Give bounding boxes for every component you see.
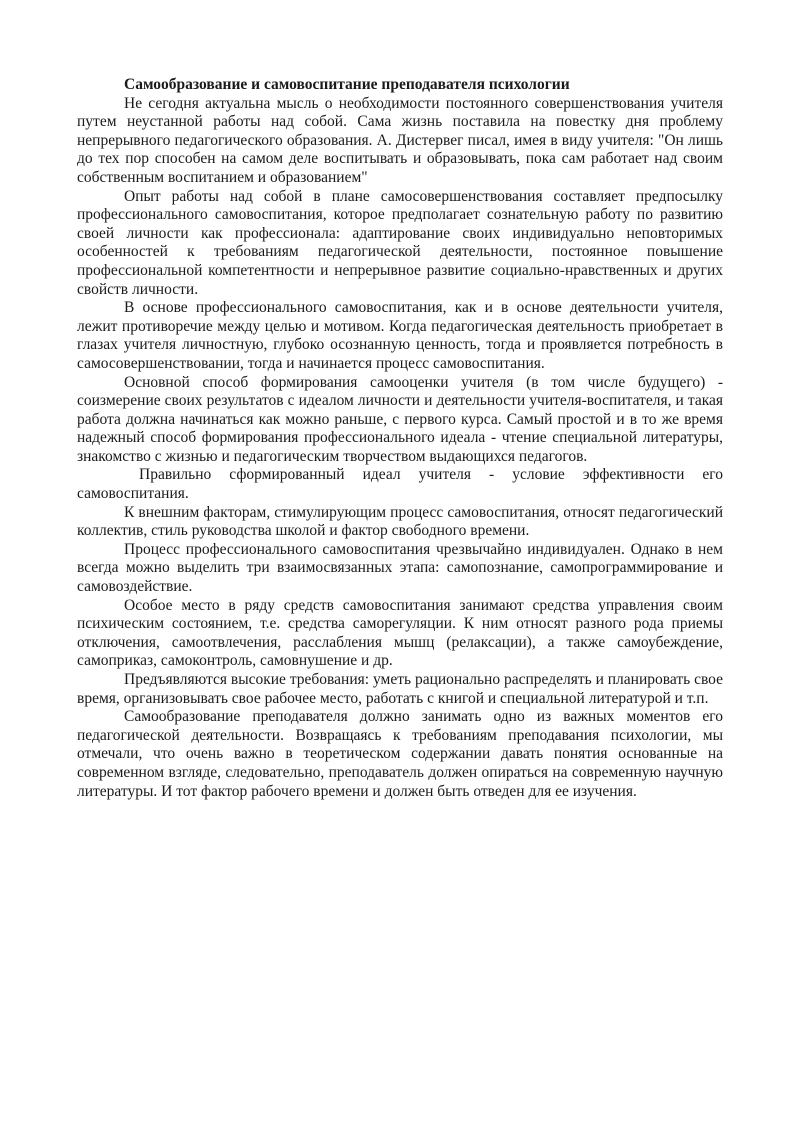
- paragraph-10: Самообразование преподавателя должно занимать одно из важных моментов его педагогической деятельности. Возвращаясь к требованиям преподавания психологии, мы отмечали, что очень важно в теоретическом содержании давать понятия основанные на современном взгляде, следовательно, преподаватель должен опираться на современную научную литературы. И тот фактор рабочего времени и должен быть отведен для ее изучения.: [77, 708, 723, 800]
- paragraph-2: Опыт работы над собой в плане самосовершенствования составляет предпосылку профессионального самовоспитания, которое предполагает сознательную работу по развитию своей личности как профессионала: адаптирование своих индивидуально неповторимых особенностей к требованиям педагогической деятельности, постоянное повышение профессиональной компетентности и непрерывное развитие социально-нравственных и других свойств личности.: [77, 187, 723, 298]
- document-page: [77, 76, 723, 801]
- paragraph-4: Основной способ формирования самооценки учителя (в том числе будущего) - соизмерение своих результатов с идеалом личности и деятельности учителя-воспитателя, и такая работа должна начинаться как можно раньше, с первого курса. Самый простой и в то же время надежный способ формирования профессионального идеала - чтение специальной литературы, знакомство с жизнью и педагогическим творчеством выдающихся педагогов.: [77, 373, 723, 465]
- paragraph-9: Предъявляются высокие требования: уметь рационально распределять и планировать свое время, организовывать свое рабочее место, работать с книгой и специальной литературой и т.п.: [77, 671, 723, 707]
- paragraph-5: Правильно сформированный идеал учителя - условие эффективности его самовоспитания.: [77, 466, 723, 503]
- paragraph-3: В основе профессионального самовоспитания, как и в основе деятельности учителя, лежит противоречие между целью и мотивом. Когда педагогическая деятельность приобретает в глазах учителя личностную, глубоко осознанную ценность, тогда и проявляется потребность в самосовершенствовании, тогда и начинается процесс самовоспитания.: [77, 299, 723, 372]
- paragraph-6: К внешним факторам, стимулирующим процесс самовоспитания, относят педагогический коллектив, стиль руководства школой и фактор свободного времени.: [77, 503, 723, 540]
- document-title: Самообразование и самовоспитание преподавателя психологии: [124, 76, 570, 93]
- paragraph-1: Не сегодня актуальна мысль о необходимости постоянного совершенствования учителя путем неустанной работы над собой. Сама жизнь поставила на повестку дня проблему непрерывного педагогического образования. А. Дистервег писал, имея в виду учителя: "Он лишь до тех пор способен на самом деле воспитывать и образовывать, пока сам работает над своим собственным воспитанием и образованием": [77, 94, 723, 186]
- paragraph-8: Особое место в ряду средств самовоспитания занимают средства управления своим психическим состоянием, т.е. средства саморегуляции. К ним относят разного рода приемы отключения, самоотвлечения, расслабления мышц (релаксации), а также самоубеждение, самоприказ, самоконтроль, самовнушение и др.: [77, 596, 723, 670]
- paragraph-7: Процесс профессионального самовоспитания чрезвычайно индивидуален. Однако в нем всегда можно выделить три взаимосвязанных этапа: самопознание, самопрограммирование и самовоздействие.: [77, 540, 723, 596]
